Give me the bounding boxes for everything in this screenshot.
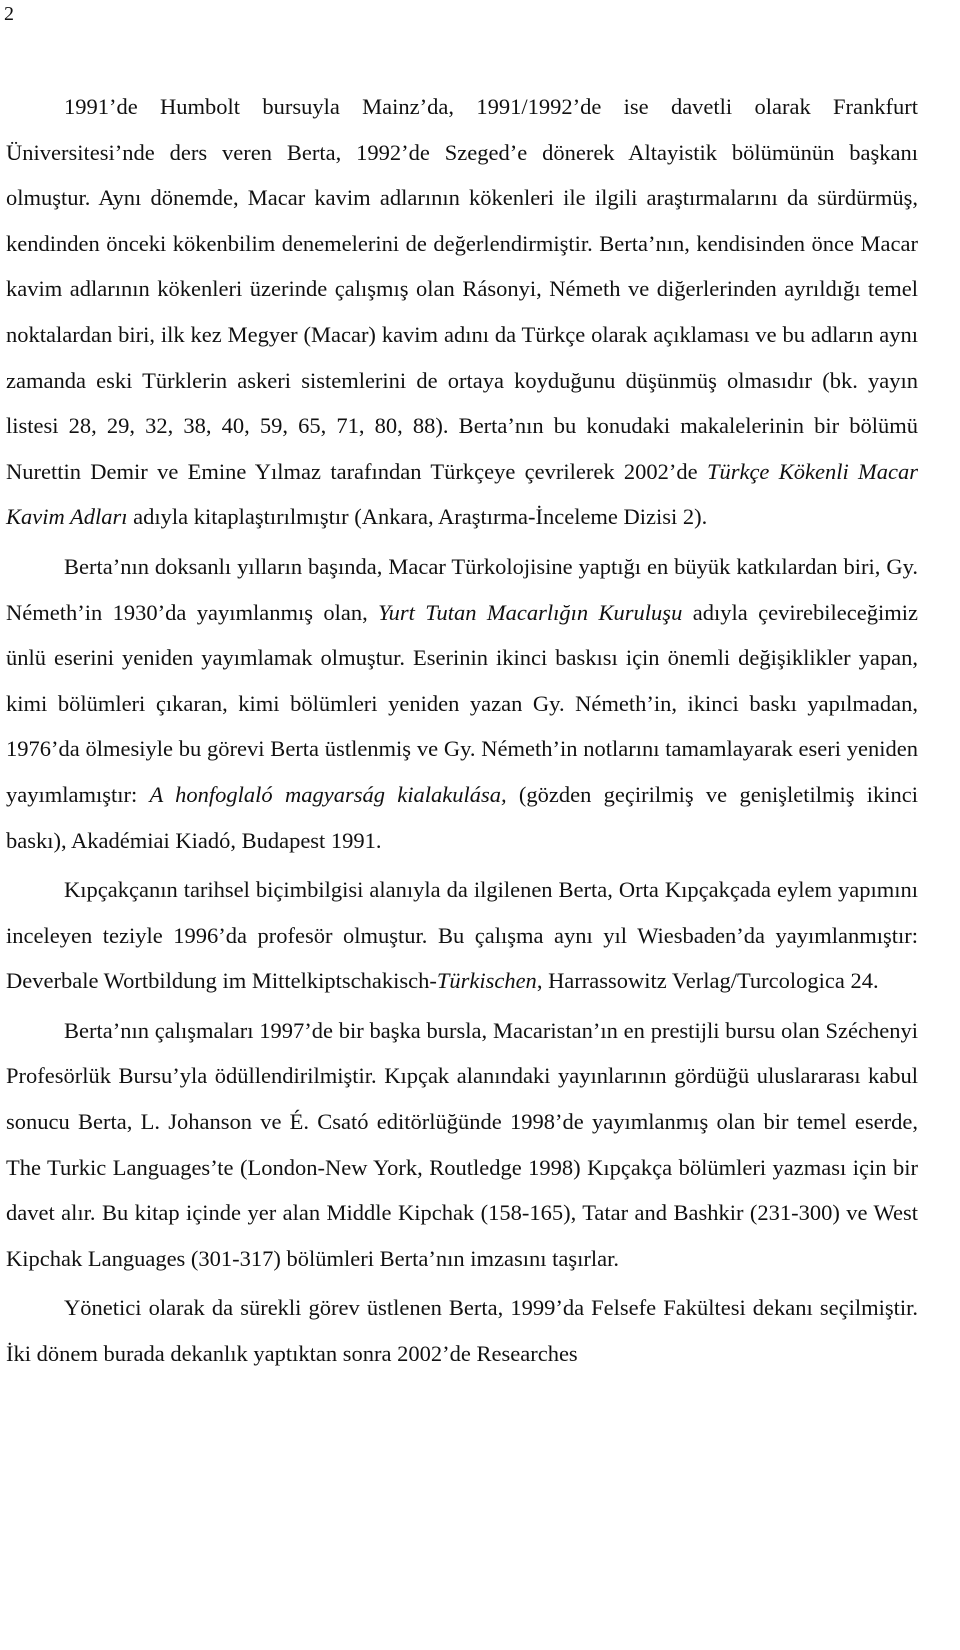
paragraph-text: Yönetici olarak da sürekli görev üstlenen Berta, 1999’da Felsefe Fakültesi dekanı seçilmiştir. İki dönem burada dekanlık yaptıktan sonra 2002’de Researches	[6, 1295, 918, 1367]
paragraph-text: Berta’nın doksanlı yılların başında, Macar Türkolojisine yaptığı en büyük katkılardan biri, Gy. Németh’in 1930’da yayımlanmış olan,	[6, 553, 918, 625]
paragraph-text: , Harrassowitz Verlag/Turcologica 24.	[536, 968, 879, 994]
document-body	[6, 84, 918, 1377]
paragraph-text: adıyla çevirebileceğimiz ünlü eserini yeniden yayımlamak olmuştur. Eserinin ikinci baskısı için önemli değişiklikler yapan, kimi bölümleri çıkaran, kimi bölümleri yeniden yazan Gy. Németh’in, ikinci baskı yapılmadan, 1976’da ölmesiyle bu görevi Berta üstlenmiş ve Gy. Németh’in notlarını tamamlayarak eseri yeniden yayımlamıştır:	[6, 599, 919, 807]
book-title-italic: Yurt Tutan Macarlığın Kuruluşu	[378, 599, 683, 625]
book-title-italic: Türkischen	[436, 968, 537, 994]
paragraph-text: Berta’nın çalışmaları 1997’de bir başka bursla, Macaristan’ın en prestijli bursu olan Széchenyi Profesörlük Bursu’yla ödüllendirilmiştir. Kıpçak alanındaki yayınlarının gördüğü uluslararası kabul sonucu Berta, L. Johanson ve É. Csató editörlüğünde 1998’de yayımlanmış olan bir temel eserde, The Turkic Languages’te (London-New York, Routledge 1998) Kıpçakça bölümleri yazması için bir davet alır. Bu kitap içinde yer alan Middle Kipchak (158-165), Tatar and Bashkir (231-300) ve West Kipchak Languages (301-317) bölümleri Berta’nın imzasını taşırlar.	[6, 1017, 918, 1271]
book-title-italic: A honfoglaló magyarság kialakulása,	[149, 781, 507, 807]
paragraph-nemeth-work	[6, 544, 918, 863]
paragraph-text: adıyla kitaplaştırılmıştır (Ankara, Araştırma-İnceleme Dizisi 2).	[127, 504, 708, 530]
paragraph-kipchak-morphology	[6, 867, 918, 1004]
page-number: 2	[4, 3, 14, 25]
paragraph-szechenyi-award	[6, 1008, 918, 1282]
paragraph-text: 1991’de Humbolt bursuyla Mainz’da, 1991/1992’de ise davetli olarak Frankfurt Üniversitesi’nde ders veren Berta, 1992’de Szeged’e dönerek Altayistik bölümünün başkanı olmuştur. Aynı dönemde, Macar kavim adlarının kökenleri ile ilgili araştırmalarını da sürdürmüş, kendinden önceki kökenbilim denemelerini de değerlendirmiştir. Berta’nın, kendisinden önce Macar kavim adlarının kökenleri üzerinde çalışmış olan Rásonyi, Németh ve diğerlerinden ayrıldığı temel noktalardan biri, ilk kez Megyer (Macar) kavim adını da Türkçe olarak açıklaması ve bu adların aynı zamanda eski Türklerin askeri sistemlerini de ortaya koyduğunu düşünmüş olmasıdır (bk. yayın listesi 28, 29, 32, 38, 40, 59, 65, 71, 80, 88). Berta’nın bu konudaki makalelerinin bir bölümü Nurettin Demir ve Emine Yılmaz tarafından Türkçeye çevrilerek 2002’de	[6, 94, 918, 484]
paragraph-text: (gözden geçirilmiş ve genişletilmiş ikinci baskı), Akadémiai Kiadó, Budapest 1991.	[6, 781, 918, 853]
paragraph-humboldt-mainz	[6, 84, 918, 540]
paragraph-text: Kıpçakçanın tarihsel biçimbilgisi alanıyla da ilgilenen Berta, Orta Kıpçakçada eylem yapımını inceleyen teziyle 1996’da profesör olmuştur. Bu çalışma aynı yıl Wiesbaden’da yayımlanmıştır: Deverbale Wortbildung im Mittelkiptschakisch-	[6, 877, 918, 994]
book-title-italic: Türkçe Kökenli Macar Kavim Adları	[6, 458, 918, 530]
paragraph-dean	[6, 1285, 918, 1376]
